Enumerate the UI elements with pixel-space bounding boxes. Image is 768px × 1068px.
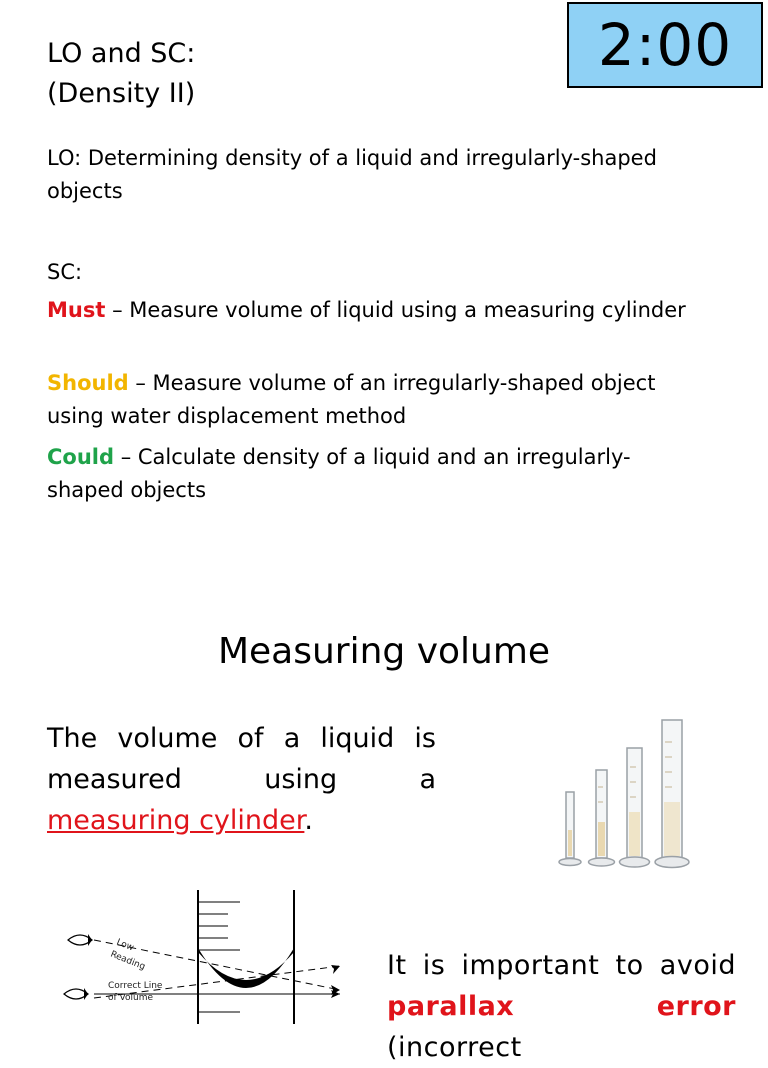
diagram-label-reading: Reading — [108, 949, 147, 973]
diagram-label-correct: Correct Line — [108, 981, 163, 991]
criterion-keyword: Could — [47, 445, 115, 469]
intro-end: . — [304, 805, 313, 836]
criterion-text: – Measure volume of an irregularly-shaped object using water displacement method — [47, 371, 656, 428]
diagram-label-low: Low — [114, 937, 136, 954]
intro-paragraph — [47, 718, 436, 841]
parallax-end: (incorrect — [387, 1032, 522, 1063]
slide1-title-line2: (Density II) — [47, 78, 196, 109]
success-criteria-heading: SC: — [47, 260, 83, 284]
slide2-title: Measuring volume — [217, 631, 551, 672]
criterion-must — [47, 294, 707, 327]
criterion-could — [47, 441, 707, 507]
criterion-text: – Calculate density of a liquid and an irregularly-shaped objects — [47, 445, 631, 502]
diagram-label-volume: of Volume — [108, 993, 154, 1003]
countdown-timer — [567, 2, 763, 88]
criterion-should — [47, 367, 707, 433]
criterion-text: – Measure volume of liquid using a measuring cylinder — [105, 298, 686, 322]
parallax-error-term: parallax error — [387, 991, 736, 1022]
measuring-cylinder-link[interactable]: measuring cylinder — [47, 805, 305, 836]
parallax-paragraph — [387, 945, 736, 1068]
meniscus-diagram-icon — [58, 890, 358, 1024]
slide1-title-line1: LO and SC: — [47, 38, 196, 69]
learning-objective: LO: Determining density of a liquid and irregularly-shaped objects — [47, 146, 657, 203]
slide1-title — [47, 34, 195, 114]
criterion-keyword: Must — [47, 298, 106, 322]
timer-value: 2:00 — [597, 11, 733, 79]
parallax-text: It is important to avoid — [387, 950, 736, 981]
measuring-cylinders-icon — [548, 712, 708, 872]
criterion-keyword: Should — [47, 371, 129, 395]
intro-text: The volume of a liquid is measured using a — [47, 723, 436, 795]
